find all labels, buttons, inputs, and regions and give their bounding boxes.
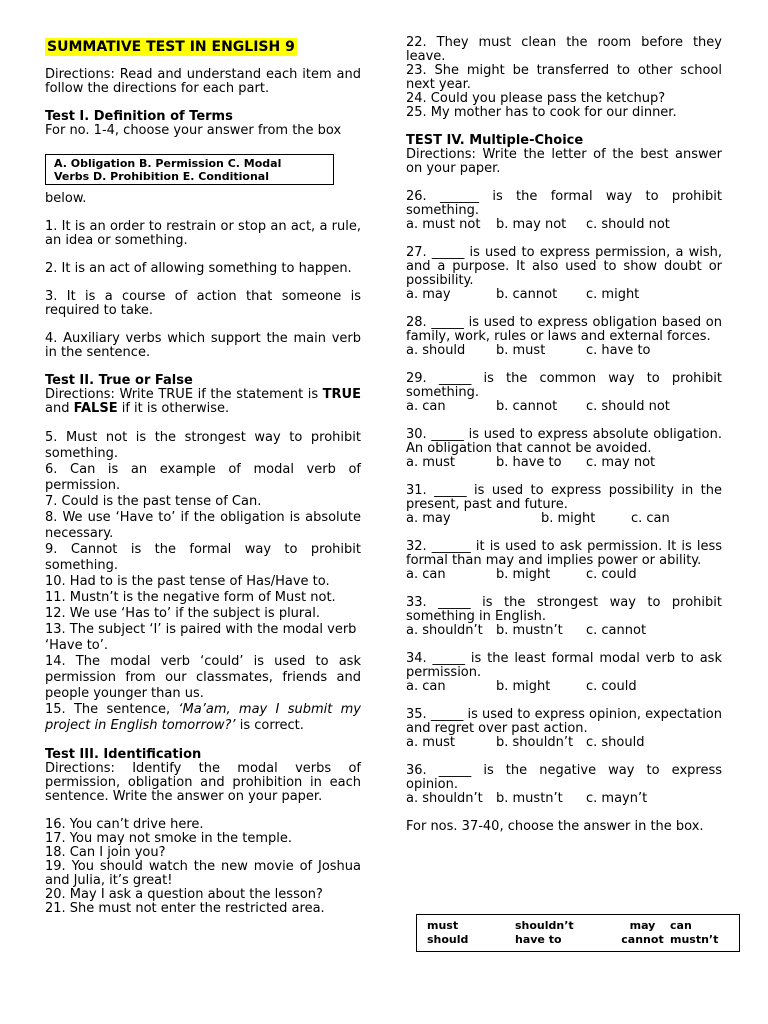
mcq-option-b: b. must (496, 343, 546, 358)
mcq-question: 28. _____ is used to express obligation based on family, work, rules or laws and external forces. (406, 315, 722, 344)
word-grid (427, 919, 729, 947)
right-column (406, 36, 722, 834)
mcq-option-b: b. might (496, 679, 551, 694)
mcq-options (406, 512, 722, 526)
mcq-options (406, 736, 722, 750)
answer-box-line: A. Obligation B. Permission C. Modal (54, 157, 282, 170)
mcq-option-c: c. should not (586, 399, 670, 414)
mcq-options (406, 624, 722, 638)
test2-item: 6. Can is an example of modal verb of permission. (45, 462, 361, 493)
test3-item: 25. My mother has to cook for our dinner. (406, 105, 677, 120)
mcq-options (406, 568, 722, 582)
test1-item: 1. It is an order to restrain or stop an act, a rule, an idea or something. (45, 219, 361, 248)
mcq-option-a: a. may (406, 511, 451, 526)
mcq-options (406, 680, 722, 694)
test2-item-15: 15. The sentence, ‘Ma’am, may I submit my project in English tomorrow?’ is correct. (45, 702, 362, 733)
mcq-question: 31. _____ is used to express possibility in the present, past and future. (406, 483, 722, 512)
test3-item: 18. Can I join you? (45, 845, 166, 860)
mcq-question: 35. _____ is used to express opinion, expectation and regret over past action. (406, 707, 722, 736)
mcq-option-a: a. should (406, 343, 466, 358)
mcq-option-c: c. should (586, 735, 645, 750)
test3-item: 24. Could you please pass the ketchup? (406, 91, 666, 106)
test4-heading: TEST IV. Multiple-Choice (406, 133, 584, 148)
test1-heading: Test I. Definition of Terms (45, 109, 233, 124)
mcq-question: 32. ______ it is used to ask permission. It is less formal than may and implies power or ability. (406, 539, 722, 568)
mcq-option-c: c. could (586, 567, 637, 582)
test3-directions: Directions: Identify the modal verbs of permission, obligation and prohibition in each sentence. Write the answer on your paper. (45, 761, 361, 804)
test2-item: 10. Had to is the past tense of Has/Have to. (45, 574, 330, 589)
test2-directions: Directions: Write TRUE if the statement is TRUE and FALSE if it is otherwise. (45, 387, 361, 416)
mcq-option-c: c. should not (586, 217, 670, 232)
test2-item: 13. The subject ‘I’ is paired with the modal verb (45, 622, 357, 637)
mcq-option-c: c. might (586, 287, 640, 302)
mcq-options (406, 792, 722, 806)
mcq-option-a: a. shouldn’t (406, 623, 483, 638)
test3-item: 20. May I ask a question about the lesson? (45, 887, 323, 902)
word-choice-box (416, 914, 740, 952)
word-box-item: mustn’t (670, 933, 719, 946)
mcq-option-b: b. mustn’t (496, 791, 563, 806)
mcq-options (406, 344, 722, 358)
test2-heading: Test II. True or False (45, 373, 193, 388)
word-box-item: shouldn’t (515, 919, 574, 932)
page-title: SUMMATIVE TEST IN ENGLISH 9 (47, 39, 295, 55)
mcq-question: 33. _____ is the strongest way to prohibit something in English. (406, 595, 722, 624)
word-box-item: cannot (621, 933, 664, 946)
test3-item: 23. She might be transferred to other school next year. (406, 63, 722, 92)
mcq-options (406, 400, 722, 414)
mcq-option-c: c. may not (586, 455, 656, 470)
test4-directions: Directions: Write the letter of the best answer on your paper. (406, 147, 722, 176)
mcq-option-c: c. cannot (586, 623, 647, 638)
test1-instruction-end: below. (45, 191, 87, 206)
mcq-option-a: a. can (406, 399, 446, 414)
mcq-option-a: a. must (406, 735, 456, 750)
mcq-option-b: b. may not (496, 217, 567, 232)
mcq-option-a: a. may (406, 287, 451, 302)
test1-instruction: For no. 1-4, choose your answer from the box (45, 123, 342, 138)
test2-item: 9. Cannot is the formal way to prohibit something. (45, 542, 361, 573)
test2-item: 11. Mustn’t is the negative form of Must not. (45, 590, 336, 605)
mcq-option-a: a. shouldn’t (406, 791, 483, 806)
test3-heading: Test III. Identification (45, 747, 202, 762)
mcq-option-b: b. cannot (496, 287, 558, 302)
test1-item: 3. It is a course of action that someone is required to take. (45, 289, 361, 318)
mcq-option-c: c. could (586, 679, 637, 694)
word-box-item: should (427, 933, 469, 946)
test2-item: 7. Could is the past tense of Can. (45, 494, 262, 509)
mcq-question: 29. _____ is the common way to prohibit something. (406, 371, 722, 400)
multiple-choice-list (406, 176, 722, 806)
mcq-option-a: a. can (406, 679, 446, 694)
mcq-question: 26. ______ is the formal way to prohibit something. (406, 189, 722, 218)
word-box-item: have to (515, 933, 562, 946)
test1-item: 2. It is an act of allowing something to happen. (45, 261, 352, 276)
mcq-option-c: c. have to (586, 343, 651, 358)
test3-item: 16. You can’t drive here. (45, 817, 204, 832)
general-directions: Directions: Read and understand each item and follow the directions for each part. (45, 67, 361, 96)
word-box-item: must (427, 919, 459, 932)
mcq-option-a: a. must not (406, 217, 481, 232)
test1-answer-box (45, 154, 334, 185)
mcq-option-b: b. might (541, 511, 596, 526)
test3-item: 21. She must not enter the restricted area. (45, 901, 325, 916)
mcq-option-b: b. cannot (496, 399, 558, 414)
test2-item: 8. We use ‘Have to’ if the obligation is absolute necessary. (45, 510, 361, 541)
test1-item: 4. Auxiliary verbs which support the main verb in the sentence. (45, 331, 361, 360)
mcq-question: 27. _____ is used to express permission, a wish, and a purpose. It also used to show doubt or possibility. (406, 245, 722, 288)
test2-item: 5. Must not is the strongest way to prohibit something. (45, 430, 361, 461)
answer-box-line: Verbs D. Prohibition E. Conditional (54, 170, 269, 183)
word-box-item: can (670, 919, 692, 932)
mcq-option-a: a. must (406, 455, 456, 470)
test3-item: 22. They must clean the room before they leave. (406, 35, 722, 64)
mcq-option-b: b. might (496, 567, 551, 582)
mcq-option-a: a. can (406, 567, 446, 582)
test2-item: ‘Have to’. (45, 638, 109, 653)
mcq-option-b: b. mustn’t (496, 623, 563, 638)
mcq-question: 34. _____ is the least formal modal verb to ask permission. (406, 651, 722, 680)
word-box-item: may (629, 919, 656, 932)
mcq-question: 36. _____ is the negative way to express opinion. (406, 763, 722, 792)
test2-item: 12. We use ‘Has to’ if the subject is plural. (45, 606, 320, 621)
mcq-option-c: c. mayn’t (586, 791, 648, 806)
mcq-question: 30. _____ is used to express absolute obligation. An obligation that cannot be avoided. (406, 427, 722, 456)
test3-item: 17. You may not smoke in the temple. (45, 831, 293, 846)
test3-item: 19. You should watch the new movie of Joshua and Julia, it’s great! (45, 859, 361, 888)
mcq-options (406, 456, 722, 470)
mcq-options (406, 218, 722, 232)
test4-final-instruction: For nos. 37-40, choose the answer in the box. (406, 819, 704, 834)
mcq-option-c: c. can (631, 511, 670, 526)
test2-item: 14. The modal verb ‘could’ is used to ask permission from our classmates, friends and people younger than us. (45, 654, 361, 701)
mcq-option-b: b. shouldn’t (496, 735, 574, 750)
mcq-options (406, 288, 722, 302)
mcq-option-b: b. have to (496, 455, 562, 470)
